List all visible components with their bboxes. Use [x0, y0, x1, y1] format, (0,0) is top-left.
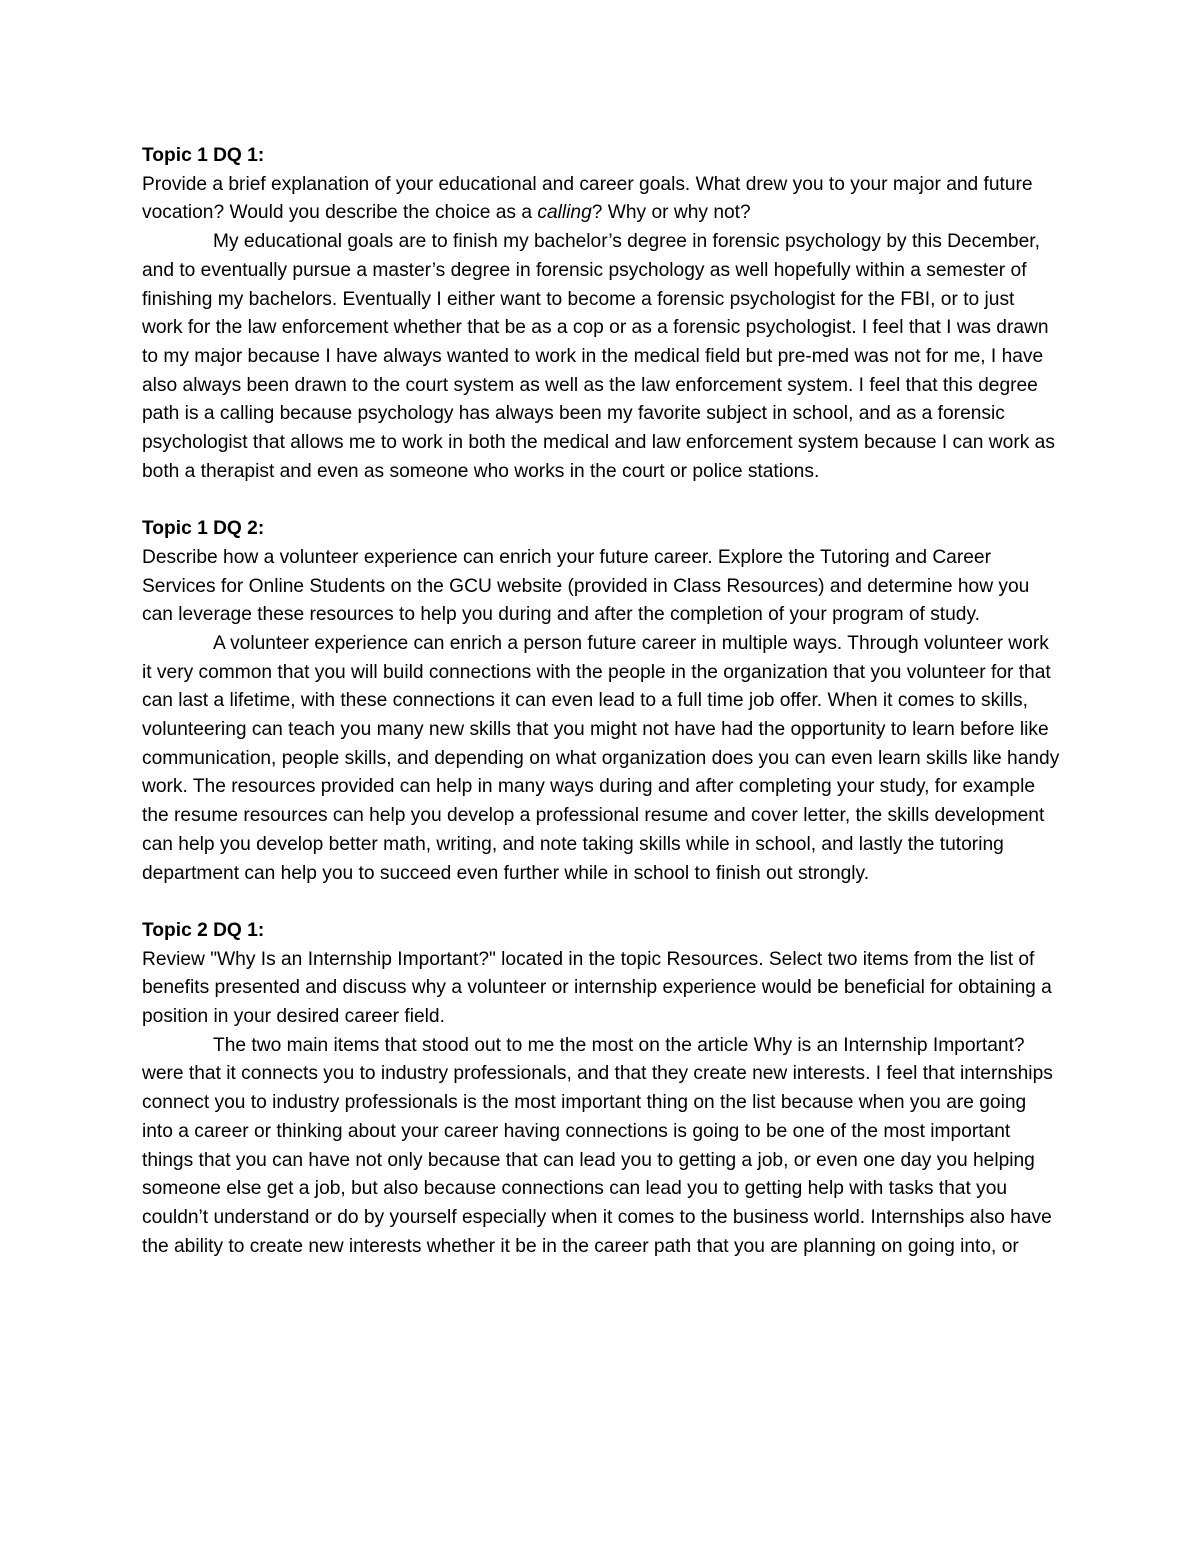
- section-topic-1-dq-2: [142, 515, 1060, 888]
- discussion-prompt: Review "Why Is an Internship Important?" located in the topic Resources. Select two items from the list of benefits presented and discuss why a volunteer or internship experience would be beneficial for obtaining a position in your desired career field.: [142, 948, 1052, 1028]
- section-heading: Topic 1 DQ 1:: [142, 145, 265, 166]
- section-topic-1-dq-1: [142, 142, 1060, 486]
- section-heading: Topic 1 DQ 2:: [142, 518, 265, 540]
- discussion-prompt: [142, 171, 1060, 228]
- discussion-response: My educational goals are to finish my bachelor’s degree in forensic psychology by this December, and to eventually pursue a master’s degree in forensic psychology as well hopefully within a semester of finishing my bachelors. Eventually I either want to become a forensic psychologist for the FBI, or to just work for the law enforcement whether that be as a cop or as a forensic psychologist. I feel that I was drawn to my major because I have always wanted to work in the medical field but pre-med was not for me, I have also always been drawn to the court system as well as the law enforcement system. I feel that this degree path is a calling because psychology has always been my favorite subject in school, and as a forensic psychologist that allows me to work in both the medical and law enforcement system because I can work as both a therapist and even as someone who works in the court or police stations.: [142, 231, 1055, 482]
- discussion-prompt: Describe how a volunteer experience can enrich your future career. Explore the Tutoring and Career Services for Online Students on the GCU website (provided in Class Resources) and determine how you can leverage these resources to help you during and after the completion of your program of study.: [142, 546, 1030, 626]
- discussion-response: The two main items that stood out to me the most on the article Why is an Internship Important? were that it connects you to industry professionals, and that they create new interests. I feel that internships connect you to industry professionals is the most important thing on the list because when you are going into a career or thinking about your career having connections is going to be one of the most important things that you can have not only because that can lead you to getting a job, or even one day you helping someone else get a job, but also because connections can lead you to getting help with tasks that you couldn’t understand or do by yourself especially when it comes to the business world. Internships also have the ability to create new interests whether it be in the career path that you are planning on going into, or: [142, 1034, 1053, 1257]
- prompt-text: Provide a brief explanation of your educational and career goals. What drew you to your major and future vocation? Would you describe the choice as a: [142, 173, 1033, 224]
- section-heading: Topic 2 DQ 1:: [142, 919, 265, 941]
- discussion-response: A volunteer experience can enrich a person future career in multiple ways. Through volunteer work it very common that you will build connections with the people in the organization that you volunteer for that can last a lifetime, with these connections it can even lead to a full time job offer. When it comes to skills, volunteering can teach you many new skills that you might not have had the opportunity to learn before like communication, people skills, and depending on what organization does you can even learn skills like handy work. The resources provided can help in many ways during and after completing your study, for example the resume resources can help you develop a professional resume and cover letter, the skills development can help you develop better math, writing, and note taking skills while in school, and lastly the tutoring department can help you to succeed even further while in school to finish out strongly.: [142, 632, 1060, 884]
- section-topic-2-dq-1: [142, 917, 1060, 1261]
- document-body: [142, 142, 1060, 1261]
- prompt-text-end: ? Why or why not?: [591, 202, 751, 224]
- prompt-emphasis: calling: [537, 202, 592, 224]
